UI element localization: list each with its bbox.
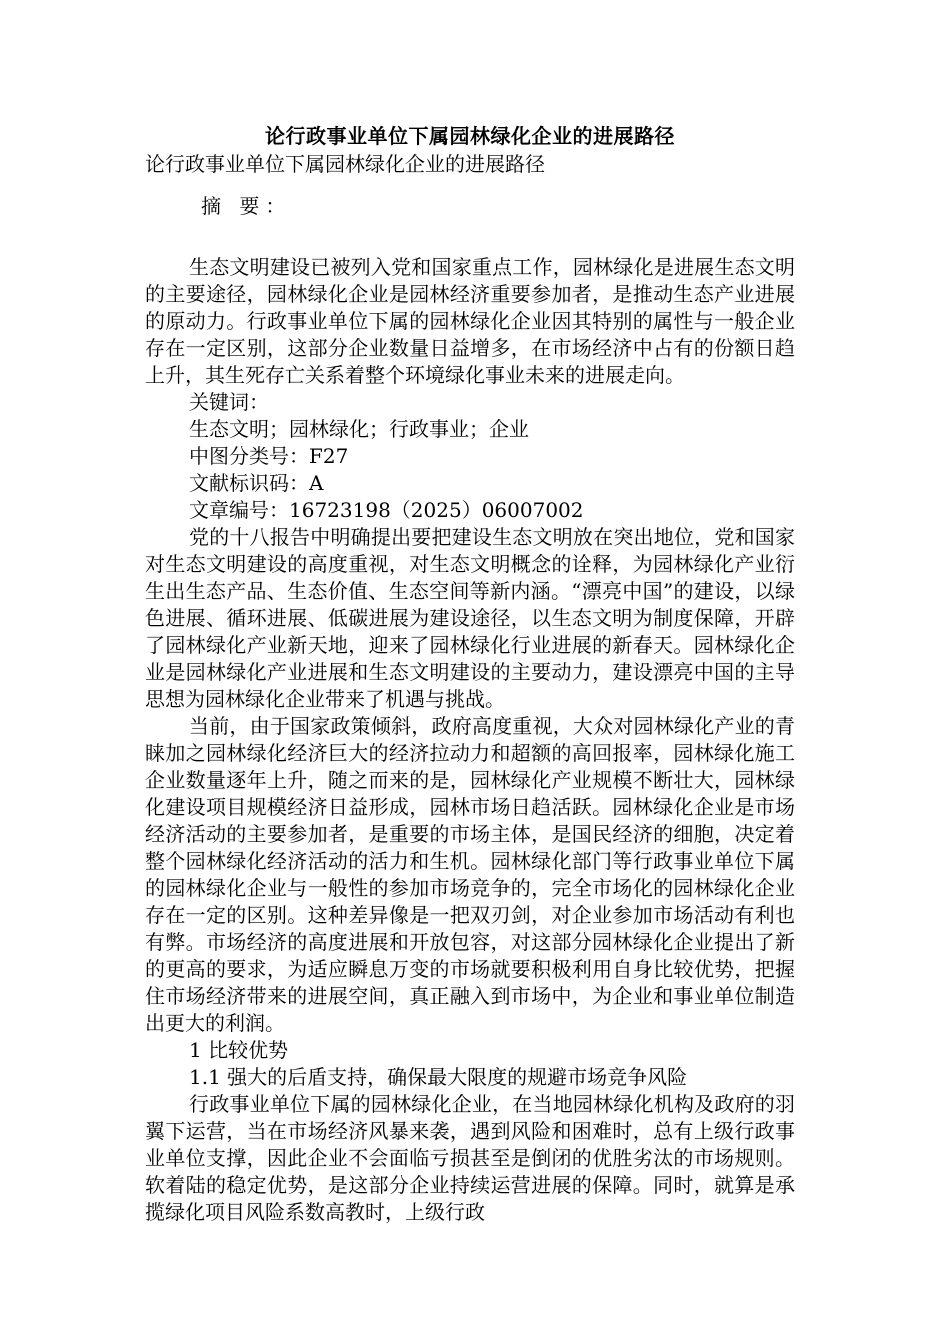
keywords-label: 关键词： [189, 390, 269, 414]
article-number: 文章编号：16723198（2025）06007002 [189, 498, 584, 522]
document-subtitle: 论行政事业单位下属园林绿化企业的进展路径 [145, 152, 545, 176]
document-code: 文献标识码：A [189, 471, 324, 495]
abstract-paragraph: 生态文明建设已被列入党和国家重点工作，园林绿化是进展生态文明的主要途径，园林绿化企业是园林经济重要参加者，是推动生态产业进展的原动力。行政事业单位下属的园林绿化企业因其特别的属性与一般企业存在一定区别，这部分企业数量日益增多，在市场经济中占有的份额日趋上升，其生死存亡关系着整个环境绿化事业未来的进展走向。 [145, 255, 795, 387]
document-title: 论行政事业单位下属园林绿化企业的进展路径 [265, 124, 675, 148]
body-paragraph: 当前，由于国家政策倾斜，政府高度重视，大众对园林绿化产业的青睐加之园林绿化经济巨大的经济拉动力和超额的高回报率，园林绿化施工企业数量逐年上升，随之而来的是，园林绿化产业规模不断壮大，园林绿化建设项目规模经济日益形成，园林市场日趋活跃。园林绿化企业是市场经济活动的主要参加者，是重要的市场主体，是国民经济的细胞，决定着整个园林绿化经济活动的活力和生机。园林绿化部门等行政事业单位下属的园林绿化企业与一般性的参加市场竞争的，完全市场化的园林绿化企业存在一定的区别。这种差异像是一把双刃剑，对企业参加市场活动有利也有弊。市场经济的高度进展和开放包容，对这部分园林绿化企业提出了新的更高的要求，为适应瞬息万变的市场就要积极利用自身比较优势，把握住市场经济带来的进展空间，真正融入到市场中，为企业和事业单位制造出更大的利润。 [145, 714, 795, 1035]
classification-number: 中图分类号：F27 [189, 444, 349, 468]
keywords-list: 生态文明；园林绿化；行政事业；企业 [189, 417, 529, 441]
document-page [145, 122, 795, 1226]
abstract-label: 摘 要： [201, 194, 292, 218]
section-heading: 1 比较优势 [189, 1038, 289, 1062]
body-paragraph: 行政事业单位下属的园林绿化企业，在当地园林绿化机构及政府的羽翼下运营，当在市场经济风暴来袭，遇到风险和困难时，总有上级行政事业单位支撑，因此企业不会面临亏损甚至是倒闭的优胜劣汰的市场规则。软着陆的稳定优势，是这部分企业持续运营进展的保障。同时，就算是承揽绿化项目风险系数高教时，上级行政 [145, 1092, 795, 1224]
subsection-heading: 1.1 强大的后盾支持，确保最大限度的规避市场竞争风险 [189, 1065, 688, 1089]
body-paragraph: 党的十八报告中明确提出要把建设生态文明放在突出地位，党和国家对生态文明建设的高度重视，对生态文明概念的诠释，为园林绿化产业衍生出生态产品、生态价值、生态空间等新内涵。“漂亮中国”的建设，以绿色进展、循环进展、低碳进展为建设途径，以生态文明为制度保障，开辟了园林绿化产业新天地，迎来了园林绿化行业进展的新春天。园林绿化企业是园林绿化产业进展和生态文明建设的主要动力，建设漂亮中国的主导思想为园林绿化企业带来了机遇与挑战。 [145, 525, 795, 711]
